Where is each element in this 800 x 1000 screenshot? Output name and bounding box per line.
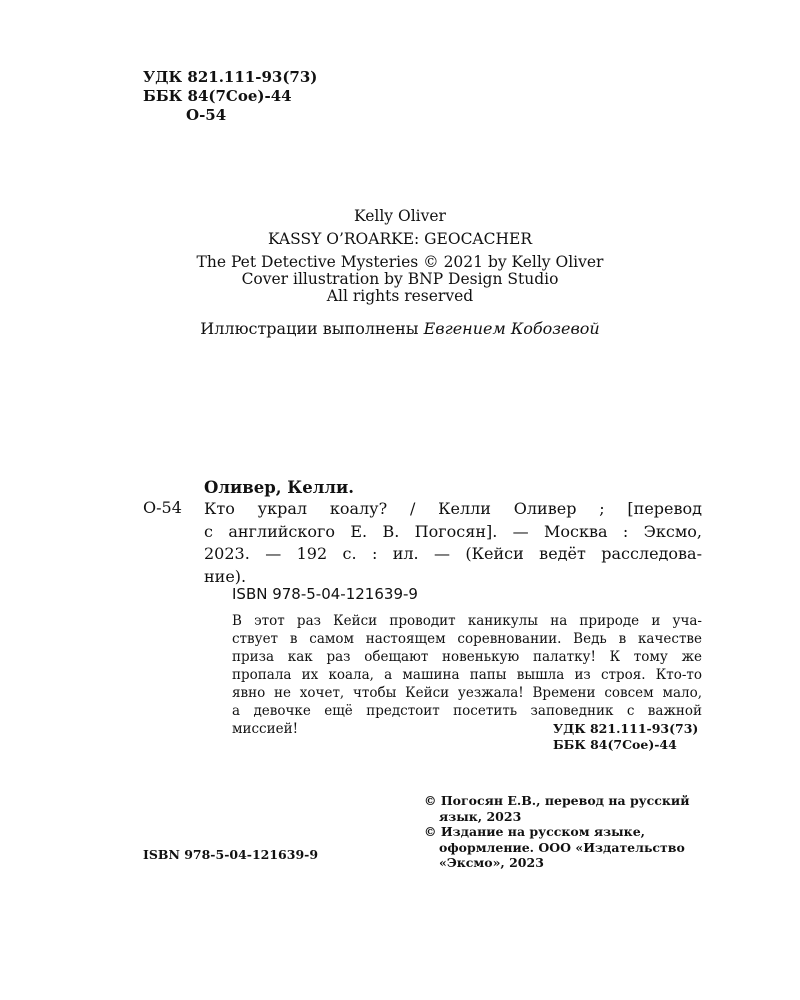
annotation-line: а девочке ещё предстоит посетить заповедник с важной [232,703,702,719]
annotation-line: пропала их коала, а машина папы вышла из строя. Кто-то [232,667,702,683]
original-author: Kelly Oliver [354,207,446,225]
bib-author-mark: О-54 [143,498,182,517]
bib-line: Кто украл коалу? / Келли Оливер ; [перевод [204,499,702,518]
bib-isbn: ISBN 978-5-04-121639-9 [232,585,418,603]
original-title: KASSY O’ROARKE: GEOCACHER [267,230,532,248]
udk-code: УДК 821.111-93(73) [143,68,318,86]
bbk-code: ББК 84(7Сое)-44 [143,87,292,105]
annotation-line: приза как раз обещают новенькую палатку! К тому же [232,649,702,665]
bib-line: 2023. — 192 с. : ил. — (Кейси ведёт расследова- [204,544,702,563]
annotation [232,612,702,738]
illustrations-artist: Евгением Кобозевой [423,319,600,338]
annotation-line: явно не хочет, чтобы Кейси уезжала! Времени совсем мало, [232,685,702,701]
author-heading: Оливер, Келли. [204,478,354,497]
copyright-line: оформление. ООО «Издательство [439,839,685,855]
original-copyright: The Pet Detective Mysteries © 2021 by Kelly Oliver [196,253,604,271]
annotation-line: ствует в самом настоящем соревновании. Ведь в качестве [232,631,702,647]
cover-credit: Cover illustration by BNP Design Studio [241,270,559,288]
copyright-block [424,793,689,871]
annotation-bbk: ББК 84(7Сое)-44 [553,737,677,752]
author-mark: О-54 [186,106,227,124]
bib-description [204,498,702,588]
footer-isbn: ISBN 978-5-04-121639-9 [143,847,319,862]
annotation-line: В этот раз Кейси проводит каникулы на природе и уча- [232,613,702,629]
rights-reserved: All rights reserved [326,287,474,305]
illustrations-prefix: Иллюстрации выполнены [200,319,419,338]
copyright-line: © Погосян Е.В., перевод на русский [424,793,690,808]
copyright-line: «Эксмо», 2023 [439,855,544,870]
bib-line: ние). [204,566,247,586]
copyright-line: © Издание на русском языке, [424,824,646,839]
annotation-line: миссией! [232,721,299,737]
copyright-line: язык, 2023 [439,808,522,824]
annotation-udk: УДК 821.111-93(73) [553,721,699,736]
illustrations-credit [0,319,800,338]
bib-line: с английского Е. В. Погосян]. — Москва : Эксмо, [204,521,702,541]
